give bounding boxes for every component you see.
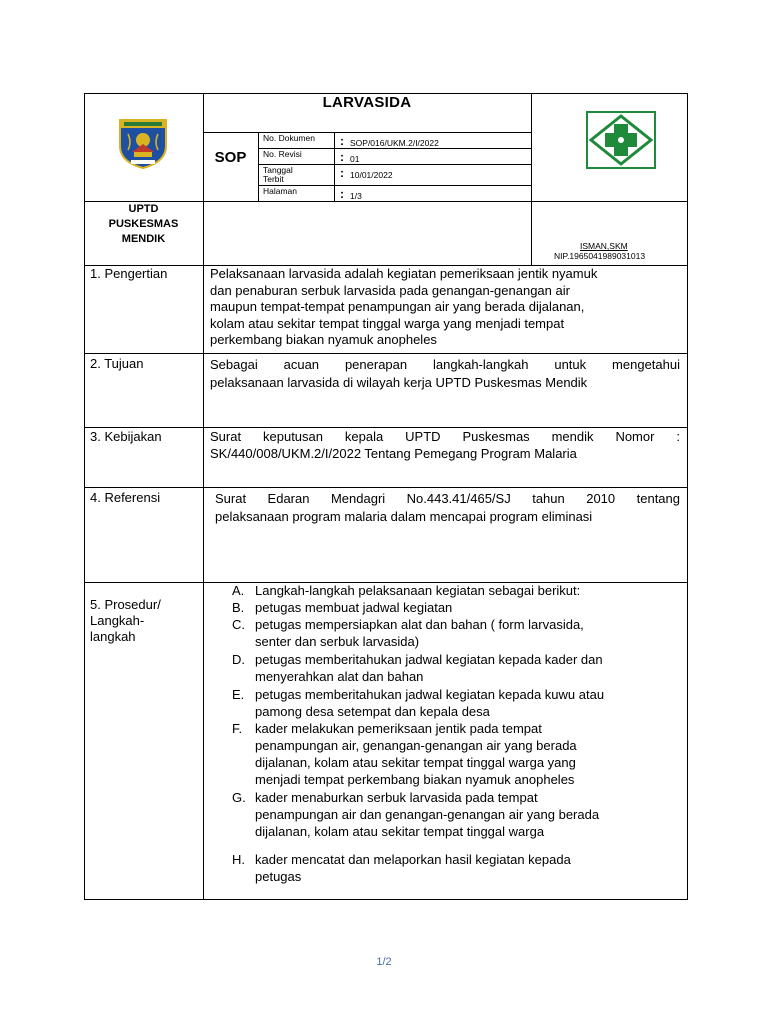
text-line: maupun tempat-tempat penampungan air yang berada dijalanan, bbox=[210, 299, 585, 314]
text-line: petugas membuat jadwal kegiatan bbox=[255, 600, 453, 615]
org-line: MENDIK bbox=[121, 233, 166, 245]
meta-value-issue-date: 10/01/2022 bbox=[350, 170, 393, 180]
organization-name bbox=[84, 202, 203, 247]
org-line: PUSKESMAS bbox=[108, 218, 179, 230]
text-line: pamong desa setempat dan kepala desa bbox=[255, 704, 490, 719]
sop-label: SOP bbox=[214, 149, 247, 166]
text-line: Surat keputusan kepala UPTD Puskesmas mendik Nomor : bbox=[210, 429, 680, 444]
meta-label-page: Halaman bbox=[263, 186, 298, 196]
regency-emblem-icon bbox=[114, 112, 172, 170]
section-divider-2 bbox=[84, 353, 688, 354]
meta-value-revision: 01 bbox=[350, 154, 360, 164]
list-item-letter: D. bbox=[232, 652, 245, 667]
list-item-letter: E. bbox=[232, 687, 245, 702]
text-line: kader mencatat dan melaporkan hasil kegiatan kepada bbox=[255, 852, 571, 867]
meta-grid-h3 bbox=[258, 185, 531, 186]
text-line: petugas mempersiapkan alat dan bahan ( form larvasida, bbox=[255, 617, 584, 632]
meta-value-document-number: SOP/016/UKM.2/I/2022 bbox=[350, 138, 439, 148]
text-line: penampungan air, genangan-genangan air yang berada bbox=[255, 738, 577, 753]
text-line: Pelaksanaan larvasida adalah kegiatan pemeriksaan jentik nyamuk bbox=[210, 266, 598, 281]
meta-colon: : bbox=[340, 134, 344, 148]
section-label-procedure bbox=[90, 597, 161, 645]
text-line: Sebagai acuan penerapan langkah-langkah untuk mengetahui bbox=[210, 357, 680, 372]
meta-label-issue-date: Tanggal Terbit bbox=[263, 165, 293, 184]
section-body-policy bbox=[210, 429, 680, 462]
table-border-right bbox=[687, 93, 688, 900]
list-item-letter: A. bbox=[232, 583, 245, 598]
meta-colon: : bbox=[340, 187, 344, 201]
org-line: UPTD bbox=[128, 203, 159, 215]
text-line: menjadi tempat perkembang biakan nyamuk anopheles bbox=[255, 772, 575, 787]
section-label-definition: 1. Pengertian bbox=[90, 266, 168, 281]
text-line: dijalanan, kolam atau sekitar tempat tinggal warga bbox=[255, 824, 545, 839]
page-indicator: 1/2 bbox=[376, 956, 392, 968]
section-label-purpose: 2. Tujuan bbox=[90, 356, 144, 371]
meta-label-revision: No. Revisi bbox=[263, 149, 302, 159]
text-line: kolam atau sekitar tempat tinggal warga yang menjadi tempat bbox=[210, 315, 565, 331]
meta-grid-v2 bbox=[334, 132, 335, 201]
list-item-letter: G. bbox=[232, 790, 246, 805]
signatory-nip: NIP.1965041989031013 bbox=[554, 251, 646, 261]
label-line: 5. Prosedur/ bbox=[90, 597, 161, 612]
section-divider-3 bbox=[84, 427, 688, 428]
header-divider-left bbox=[203, 93, 204, 265]
text-line: senter dan serbuk larvasida) bbox=[255, 634, 420, 649]
text-line: menyerahkan alat dan bahan bbox=[255, 669, 424, 684]
page-title: LARVASIDA bbox=[322, 94, 412, 111]
procedure-list bbox=[232, 583, 682, 893]
section-label-policy: 3. Kebijakan bbox=[90, 429, 162, 444]
meta-colon: : bbox=[340, 150, 344, 164]
list-item-letter: H. bbox=[232, 852, 245, 867]
meta-grid-v1 bbox=[258, 132, 259, 201]
header-divider-right bbox=[531, 93, 532, 265]
meta-label-document-number: No. Dokumen bbox=[263, 133, 315, 143]
table-border-bottom bbox=[84, 899, 688, 900]
label-line: Langkah- bbox=[90, 613, 145, 628]
meta-grid-h2 bbox=[258, 164, 531, 165]
text-line: petugas bbox=[255, 869, 302, 884]
text-line: pelaksanaan program malaria dalam mencapai program eliminasi bbox=[215, 509, 593, 524]
title-divider bbox=[203, 132, 531, 133]
section-divider-4 bbox=[84, 487, 688, 488]
section-body-definition bbox=[210, 266, 680, 349]
signatory-block bbox=[534, 241, 664, 261]
list-item-letter: C. bbox=[232, 617, 245, 632]
text-line: petugas memberitahukan jadwal kegiatan kepada kader dan bbox=[255, 652, 603, 667]
puskesmas-cross-icon bbox=[586, 111, 656, 169]
text-line: Surat Edaran Mendagri No.443.41/465/SJ tahun 2010 tentang bbox=[215, 491, 680, 506]
text-line: petugas memberitahukan jadwal kegiatan kepada kuwu atau bbox=[255, 687, 605, 702]
text-line: kader menaburkan serbuk larvasida pada tempat bbox=[255, 790, 538, 805]
list-item-letter: B. bbox=[232, 600, 245, 615]
list-item-letter: F. bbox=[232, 721, 243, 736]
text-line: dijalanan, kolam atau sekitar tempat tinggal warga yang bbox=[255, 755, 576, 770]
section-label-reference: 4. Referensi bbox=[90, 490, 161, 505]
text-line: perkembang biakan nyamuk anopheles bbox=[210, 332, 437, 347]
text-line: kader melakukan pemeriksaan jentik pada tempat bbox=[255, 721, 542, 736]
text-line: dan penaburan serbuk larvasida pada genangan-genangan air bbox=[210, 282, 570, 298]
signatory-name: ISMAN,SKM bbox=[580, 241, 628, 251]
text-line: Langkah-langkah pelaksanaan kegiatan sebagai berikut: bbox=[255, 583, 581, 598]
label-line: langkah bbox=[90, 629, 136, 644]
meta-value-page: 1/3 bbox=[350, 191, 362, 201]
text-line: SK/440/008/UKM.2/I/2022 Tentang Pemegang Program Malaria bbox=[210, 445, 577, 461]
section-body-purpose bbox=[210, 356, 680, 392]
text-line: penampungan air dan genangan-genangan air yang berada bbox=[255, 807, 600, 822]
text-line: pelaksanaan larvasida di wilayah kerja UPTD Puskesmas Mendik bbox=[210, 375, 588, 390]
section-body-reference bbox=[215, 490, 680, 526]
meta-colon: : bbox=[340, 166, 344, 180]
